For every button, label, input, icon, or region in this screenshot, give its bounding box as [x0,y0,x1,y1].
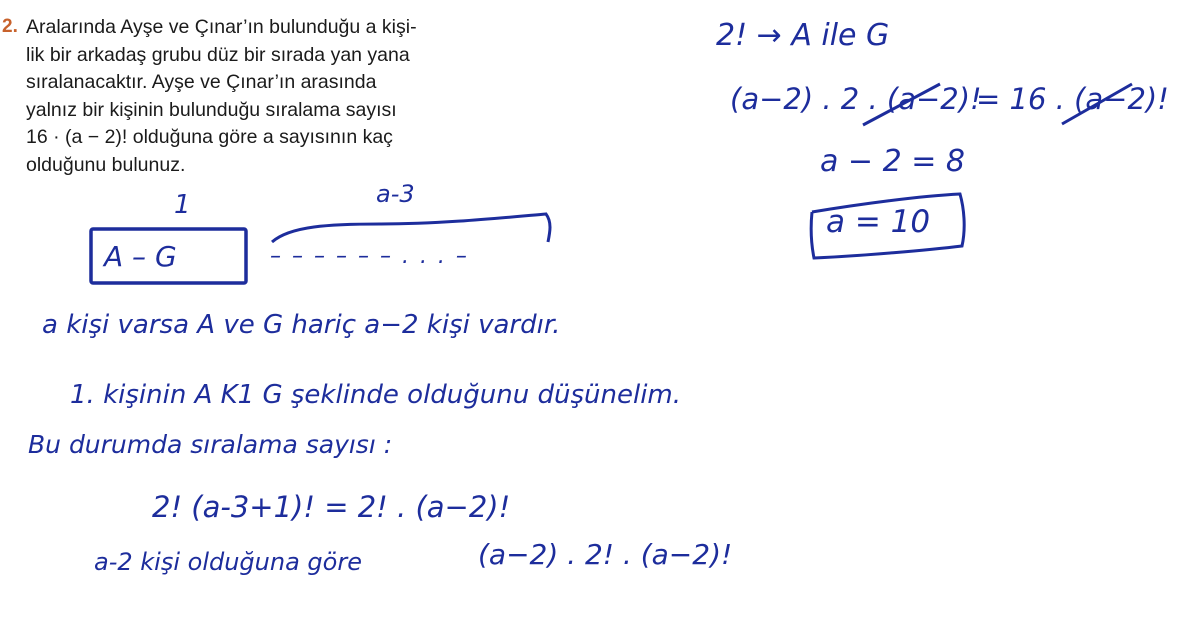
hw-right-line-1: 2! → A ile G [716,18,890,53]
hw-right-line-2-right: = 16 . (a−2)! [976,82,1169,116]
problem-line: olduğunu bulunuz. [26,153,186,176]
problem-line: Aralarında Ayşe ve Çınar’ın bulunduğu a kişi- [26,16,417,38]
hw-top-count: 1 [174,190,191,220]
hw-note-1: a kişi varsa A ve G hariç a−2 kişi vardır. [42,310,561,340]
hw-box-text: A – G [104,240,177,273]
hw-equation-2-right: (a−2) . 2! . (a−2)! [478,538,733,571]
hw-right-line-3: a − 2 = 8 [820,144,965,179]
problem-line: lik bir arkadaş grubu düz bir sırada yan yana [26,43,410,66]
hw-right-line-2-left: (a−2) . 2 . (a−2)! [730,82,982,116]
hw-equation-1: 2! (a-3+1)! = 2! . (a−2)! [152,490,511,524]
hw-answer: a = 10 [826,204,931,240]
curly-brace [272,214,550,242]
hw-brace-label: a-3 [376,180,415,208]
hw-note-3: Bu durumda sıralama sayısı : [28,430,393,459]
hw-dashes: – – – – – – . . . – [270,244,469,269]
hw-equation-2-left: a-2 kişi olduğuna göre [94,548,362,576]
problem-line: 16 · (a − 2)! olduğuna göre a sayısının kaç [26,126,393,148]
problem-number: 2. [2,16,18,37]
hw-note-2: 1. kişinin A K1 G şeklinde olduğunu düşünelim. [70,380,682,410]
problem-line: sıralanacaktır. Ayşe ve Çınar’ın arasında [26,71,377,93]
problem-line: yalnız bir kişinin bulunduğu sıralama sayısı [26,98,397,121]
